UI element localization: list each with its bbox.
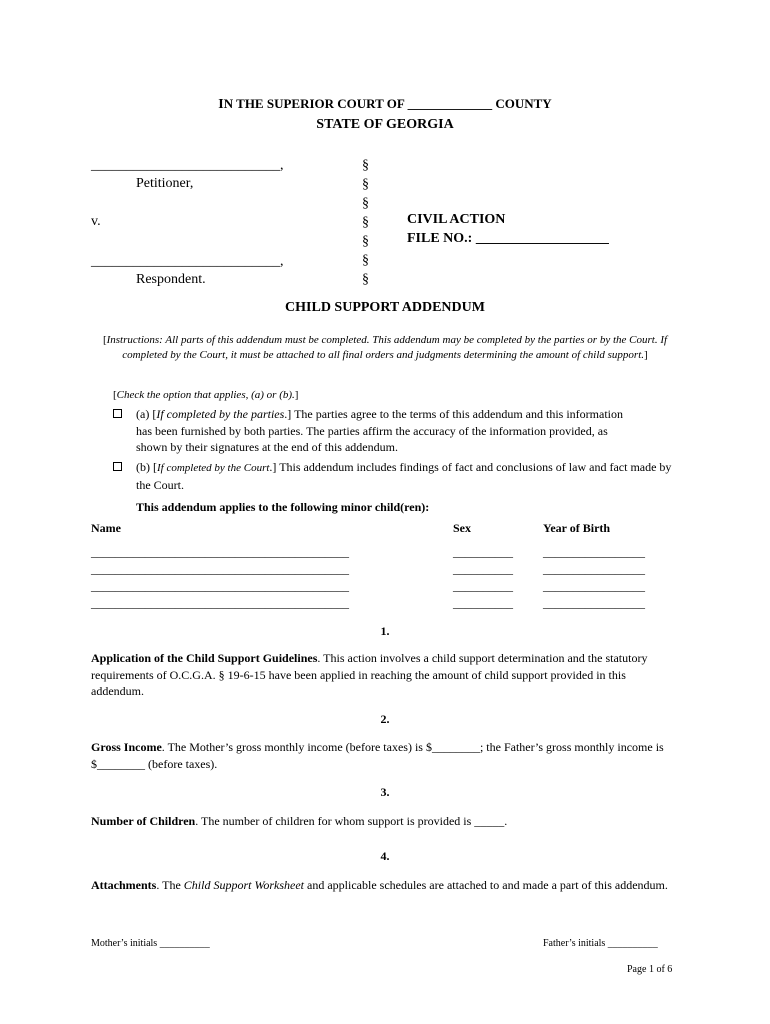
- instructions-text: Instructions: All parts of this addendum must be completed. This addendum may be completed by the parties or by the Court. If completed by the Court, it must be attached to all final orders and judgments determining the amount of child support.: [106, 334, 668, 361]
- respondent-label: Respondent.: [136, 272, 206, 287]
- mother-initials: Mother’s initials __________: [91, 938, 210, 949]
- section-mark: §: [362, 196, 369, 211]
- father-initials: Father’s initials __________: [543, 938, 658, 949]
- child-year-field[interactable]: _________________: [543, 545, 645, 559]
- court-heading: [0, 96, 770, 113]
- section-mark: §: [362, 234, 369, 249]
- children-heading: This addendum applies to the following minor child(ren):: [136, 500, 430, 514]
- column-header-year: Year of Birth: [543, 521, 611, 535]
- court-heading-rest: N THE SUPERIOR COURT OF _____________ COUNTY: [223, 96, 552, 111]
- child-name-field[interactable]: ___________________________________________: [91, 579, 349, 593]
- section-heading: Gross Income: [91, 740, 162, 754]
- section-heading: Number of Children: [91, 814, 196, 828]
- respondent-blank: ___________________________,: [91, 254, 284, 269]
- file-number-label: FILE NO.: ___________________: [407, 231, 609, 246]
- column-header-name: Name: [91, 521, 121, 535]
- option-a-text: (a) [If completed by the parties.] The parties agree to the terms of this addendum and this information has been furnished by both parties. The parties affirm the accuracy of the information provided, as shown by their signatures at the end of this addendum.: [136, 407, 623, 454]
- column-header-sex: Sex: [453, 521, 471, 535]
- child-year-field[interactable]: _________________: [543, 579, 645, 593]
- section-mark: §: [362, 253, 369, 268]
- child-sex-field[interactable]: __________: [453, 579, 513, 593]
- section-number: 1.: [380, 624, 390, 638]
- section-paragraph: Number of Children. The number of children for whom support is provided is _____.: [91, 814, 508, 828]
- section-heading: Application of the Child Support Guidelines: [91, 651, 318, 665]
- option-b-checkbox[interactable]: [113, 462, 122, 471]
- section-mark: §: [362, 158, 369, 173]
- section-number: 2.: [380, 712, 390, 726]
- section-paragraph: Attachments. The Child Support Worksheet and applicable schedules are attached to and made a part of this addendum.: [91, 878, 668, 892]
- child-name-field[interactable]: ___________________________________________: [91, 562, 349, 576]
- child-name-field[interactable]: ___________________________________________: [91, 596, 349, 610]
- option-b-text: (b) [If completed by the Court.] This addendum includes findings of fact and conclusions of law and fact made by the Court.: [136, 460, 672, 492]
- section-paragraph: Gross Income. The Mother’s gross monthly income (before taxes) is $________; the Father’s gross monthly income is $________ (before taxes).: [91, 740, 664, 771]
- child-sex-field[interactable]: __________: [453, 596, 513, 610]
- child-year-field[interactable]: _________________: [543, 596, 645, 610]
- child-sex-field[interactable]: __________: [453, 562, 513, 576]
- document-title: CHILD SUPPORT ADDENDUM: [285, 300, 485, 315]
- section-number: 4.: [380, 849, 390, 863]
- check-instruction: [Check the option that applies, (a) or (b).]: [113, 389, 299, 401]
- section-heading: Attachments: [91, 878, 157, 892]
- child-name-field[interactable]: ___________________________________________: [91, 545, 349, 559]
- section-number: 3.: [380, 785, 390, 799]
- petitioner-blank: ___________________________,: [91, 158, 284, 173]
- versus-label: v.: [91, 214, 101, 229]
- child-sex-column: [453, 544, 513, 612]
- child-sex-field[interactable]: __________: [453, 545, 513, 559]
- instructions-note: [Instructions: All parts of this addendum must be completed. This addendum may be completed by the parties or by the Court. If completed by the Court, it must be attached to all final orders and judgments determining the amount of child support.]: [102, 334, 668, 361]
- page-number: Page 1 of 6: [627, 964, 673, 975]
- section-mark: §: [362, 215, 369, 230]
- petitioner-label: Petitioner,: [136, 176, 194, 191]
- option-a-checkbox[interactable]: [113, 409, 122, 418]
- child-year-field[interactable]: _________________: [543, 562, 645, 576]
- child-year-column: [543, 544, 645, 612]
- court-heading-initial: I: [218, 97, 224, 112]
- civil-action-label: CIVIL ACTION: [407, 212, 506, 227]
- state-heading: STATE OF GEORGIA: [316, 117, 454, 132]
- section-marks: [362, 156, 369, 289]
- section-mark: §: [362, 272, 369, 287]
- child-name-column: [91, 544, 349, 612]
- section-mark: §: [362, 177, 369, 192]
- section-paragraph: Application of the Child Support Guidelines. This action involves a child support determination and the statutory requirements of O.C.G.A. § 19-6-15 have been applied in reaching the amount of child support provided in this addendum.: [91, 651, 648, 698]
